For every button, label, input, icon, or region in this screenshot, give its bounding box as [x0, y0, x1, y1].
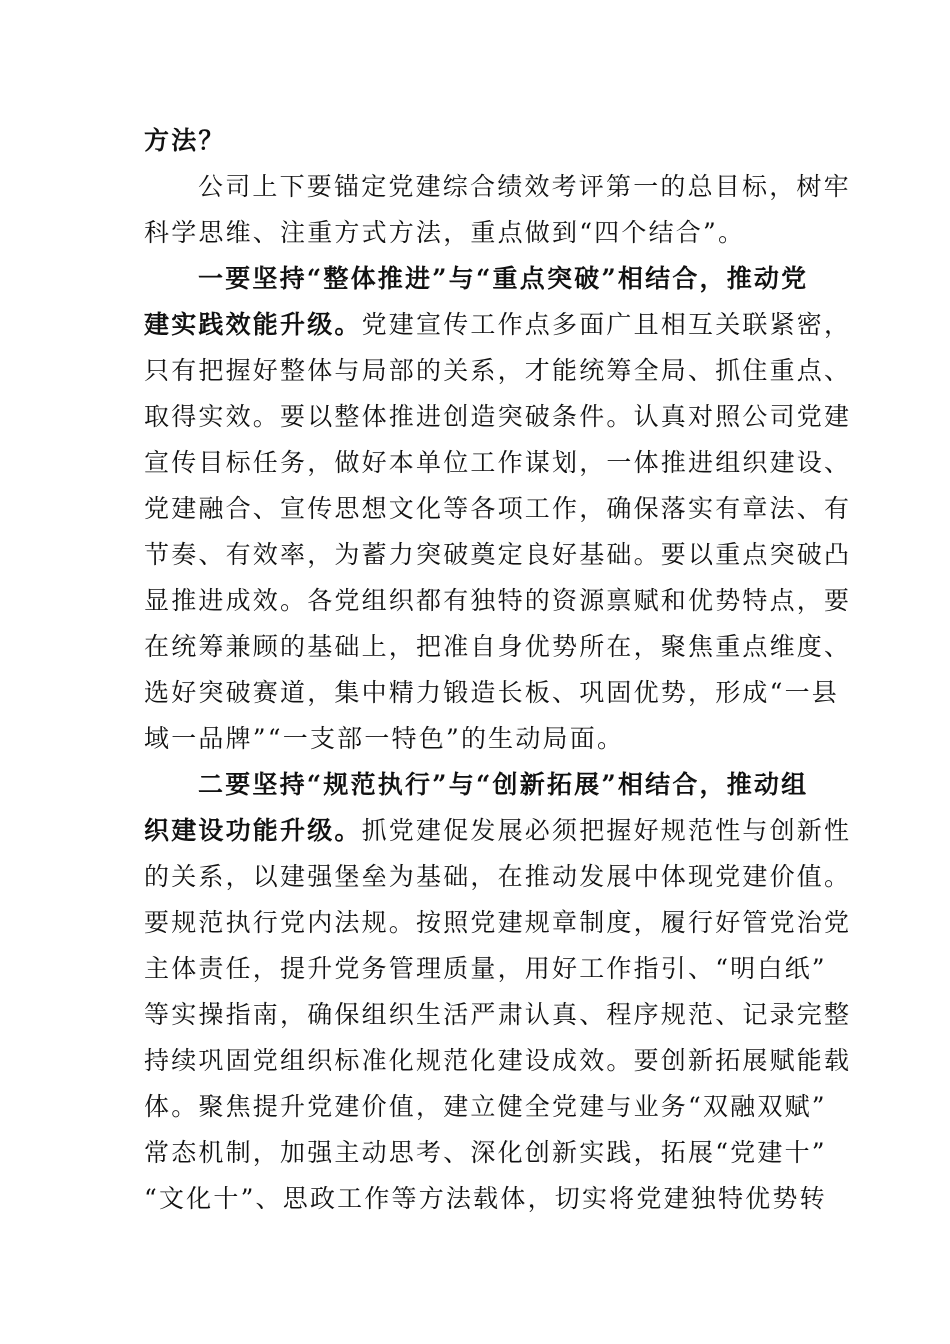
text-segment: 主体责任，提升党务管理质量，用好工作指引、“明白纸”	[144, 954, 827, 983]
text-segment: 公司上下要锚定党建综合绩效考评第一的总目标，树牢	[198, 172, 851, 201]
text-line	[144, 762, 808, 808]
text-line	[144, 348, 852, 394]
text-line	[144, 486, 852, 532]
text-segment: “文化十”、思政工作等方法载体，切实将党建独特优势转	[144, 1184, 827, 1213]
text-line	[144, 716, 808, 762]
text-segment: 只有把握好整体与局部的关系，才能统筹全局、抓住重点、	[144, 356, 852, 385]
text-segment: 体。聚焦提升党建价值，建立健全党建与业务“双融双赋”	[144, 1092, 827, 1121]
text-line	[144, 670, 839, 716]
text-segment: 域一品牌”“一支部一特色”的生动局面。	[144, 724, 625, 753]
text-line	[144, 210, 808, 256]
text-line	[144, 808, 852, 854]
text-line	[144, 946, 827, 992]
bold-text-segment: 织建设功能升级。	[144, 816, 362, 845]
text-segment: 抓党建促发展必须把握好规范性与创新性	[361, 816, 852, 845]
text-line	[144, 394, 852, 440]
text-line	[144, 1130, 827, 1176]
text-line	[144, 256, 808, 302]
text-line	[144, 164, 851, 210]
text-line	[144, 118, 808, 164]
text-line	[144, 1176, 827, 1222]
text-segment: 显推进成效。各党组织都有独特的资源禀赋和优势特点，要	[144, 586, 852, 615]
text-line	[144, 578, 852, 624]
bold-text-segment: 方法？	[144, 126, 226, 155]
bold-text-segment: 二要坚持“规范执行”与“创新拓展”相结合，推动组	[198, 770, 809, 799]
text-line	[144, 992, 852, 1038]
text-segment: 选好突破赛道，集中精力锻造长板、巩固优势，形成“一县	[144, 678, 839, 707]
text-line	[144, 302, 852, 348]
text-segment: 的关系，以建强堡垒为基础，在推动发展中体现党建价值。	[144, 862, 852, 891]
text-line	[144, 1084, 827, 1130]
text-segment: 在统筹兼顾的基础上，把准自身优势所在，聚焦重点维度、	[144, 632, 852, 661]
text-line	[144, 440, 852, 486]
text-segment: 要规范执行党内法规。按照党建规章制度，履行好管党治党	[144, 908, 852, 937]
text-segment: 党建宣传工作点多面广且相互关联紧密，	[361, 310, 852, 339]
text-segment: 等实操指南，确保组织生活严肃认真、程序规范、记录完整	[144, 1000, 852, 1029]
text-segment: 科学思维、注重方式方法，重点做到“四个结合”。	[144, 218, 746, 247]
text-segment: 党建融合、宣传思想文化等各项工作，确保落实有章法、有	[144, 494, 852, 523]
text-segment: 常态机制，加强主动思考、深化创新实践，拓展“党建十”	[144, 1138, 827, 1167]
text-segment: 节奏、有效率，为蓄力突破奠定良好基础。要以重点突破凸	[144, 540, 852, 569]
text-segment: 取得实效。要以整体推进创造突破条件。认真对照公司党建	[144, 402, 852, 431]
text-segment: 持续巩固党组织标准化规范化建设成效。要创新拓展赋能载	[144, 1046, 852, 1075]
document-body	[144, 118, 852, 1222]
text-line	[144, 854, 852, 900]
text-line	[144, 532, 852, 578]
bold-text-segment: 建实践效能升级。	[144, 310, 362, 339]
text-line	[144, 900, 852, 946]
text-line	[144, 1038, 852, 1084]
text-segment: 宣传目标任务，做好本单位工作谋划，一体推进组织建设、	[144, 448, 852, 477]
bold-text-segment: 一要坚持“整体推进”与“重点突破”相结合，推动党	[198, 264, 809, 293]
text-line	[144, 624, 852, 670]
